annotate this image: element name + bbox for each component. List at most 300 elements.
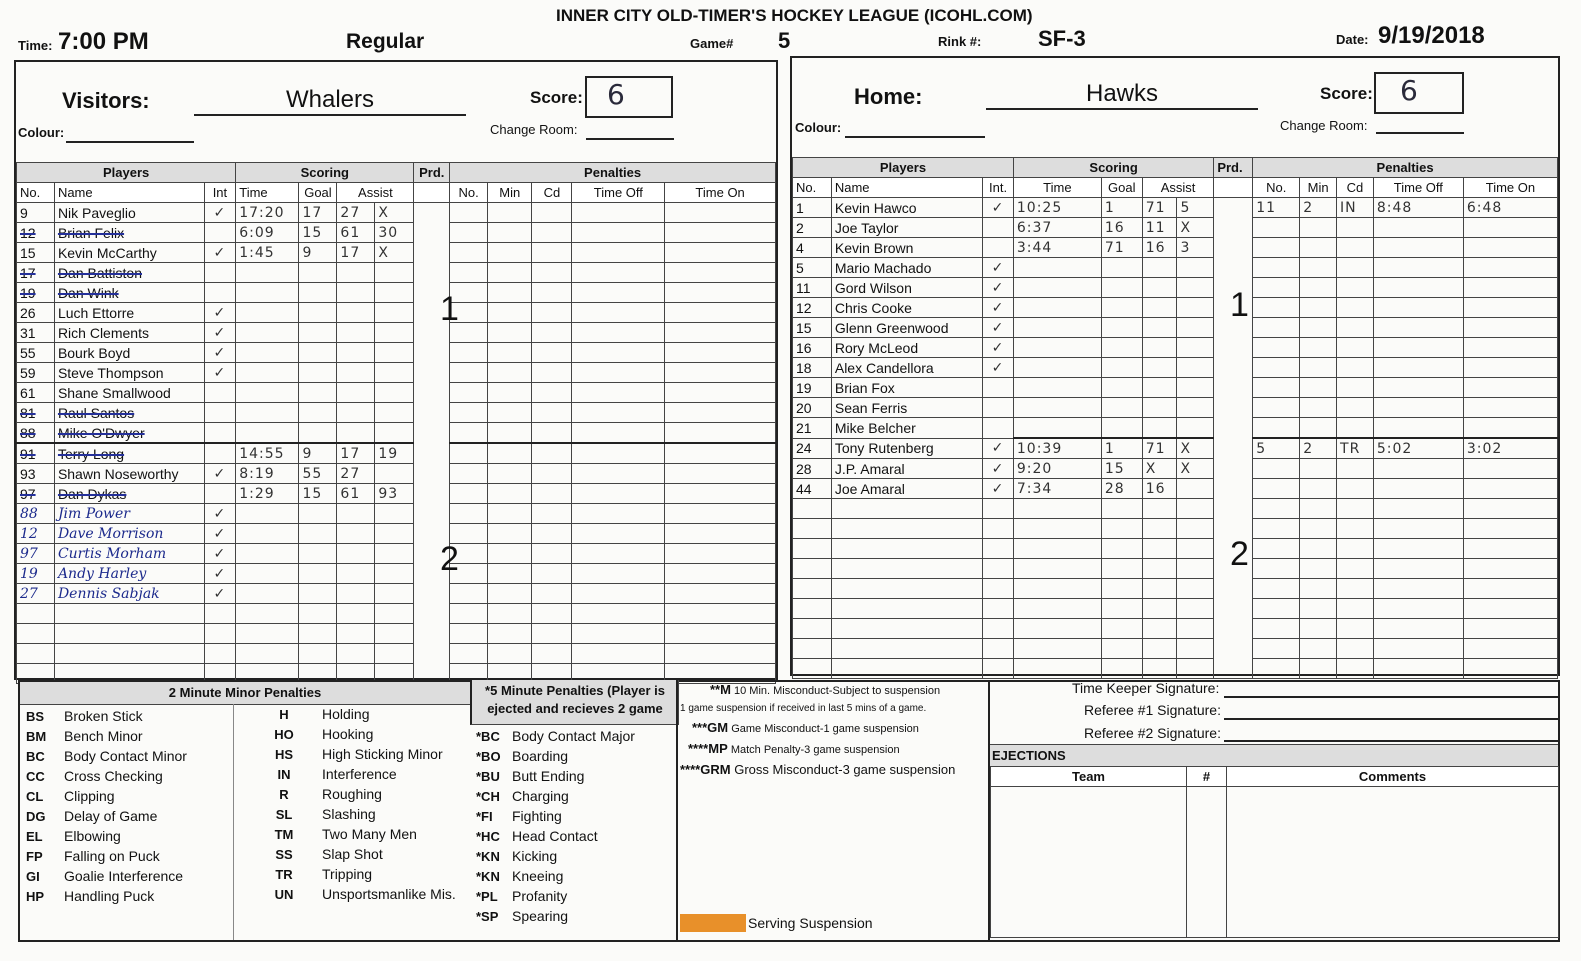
penalty-on[interactable] [1463, 559, 1557, 579]
scoring-a2[interactable] [1177, 519, 1214, 539]
player-number[interactable] [793, 619, 832, 639]
scoring-goal[interactable] [1101, 559, 1142, 579]
scoring-a1[interactable] [337, 644, 375, 664]
player-number[interactable] [793, 579, 832, 599]
ejections-team-cell[interactable] [991, 787, 1187, 938]
scoring-a2[interactable] [375, 544, 414, 564]
int-check[interactable] [204, 263, 236, 283]
scoring-a1[interactable] [1142, 519, 1177, 539]
penalty-min[interactable] [1300, 559, 1337, 579]
int-check[interactable] [204, 383, 236, 403]
scoring-a2[interactable] [1177, 599, 1214, 619]
scoring-time[interactable]: 10:25 [1013, 198, 1101, 218]
penalty-off[interactable] [572, 203, 665, 223]
scoring-goal[interactable] [299, 423, 337, 444]
player-number[interactable]: 91 [17, 443, 55, 464]
penalty-no[interactable] [450, 423, 488, 444]
scoring-a1[interactable] [1142, 338, 1177, 358]
penalty-on[interactable] [665, 423, 776, 444]
penalty-cd[interactable] [1337, 358, 1374, 378]
penalty-min[interactable] [1300, 298, 1337, 318]
scoring-a1[interactable] [337, 403, 375, 423]
penalty-min[interactable] [488, 403, 532, 423]
scoring-a2[interactable] [375, 343, 414, 363]
penalty-cd[interactable] [532, 443, 572, 464]
int-check[interactable] [983, 579, 1014, 599]
int-check[interactable] [204, 604, 236, 624]
player-name[interactable]: Jim Power [54, 504, 204, 524]
scoring-goal[interactable] [299, 564, 337, 584]
penalty-on[interactable] [665, 584, 776, 604]
penalty-on[interactable] [1463, 659, 1557, 679]
scoring-a1[interactable] [1142, 378, 1177, 398]
penalty-cd[interactable] [1337, 559, 1374, 579]
scoring-a1[interactable] [337, 564, 375, 584]
scoring-goal[interactable] [299, 383, 337, 403]
penalty-cd[interactable] [1337, 258, 1374, 278]
penalty-off[interactable] [572, 464, 665, 484]
penalty-no[interactable] [1253, 338, 1300, 358]
player-number[interactable]: 97 [17, 484, 55, 504]
scoring-goal[interactable]: 71 [1101, 238, 1142, 258]
scoring-goal[interactable]: 9 [299, 443, 337, 464]
player-name[interactable]: Joe Amaral [831, 479, 982, 499]
penalty-min[interactable] [488, 343, 532, 363]
scoring-time[interactable]: 1:45 [236, 243, 299, 263]
player-number[interactable]: 21 [793, 418, 832, 439]
player-name[interactable]: Bourk Boyd [54, 343, 204, 363]
scoring-time[interactable]: 10:39 [1013, 438, 1101, 459]
player-number[interactable]: 15 [793, 318, 832, 338]
scoring-time[interactable] [1013, 358, 1101, 378]
player-name[interactable]: Kevin McCarthy [54, 243, 204, 263]
penalty-off[interactable] [1373, 218, 1463, 238]
scoring-a1[interactable]: 16 [1142, 479, 1177, 499]
player-name[interactable]: Dan Dykas [54, 484, 204, 504]
player-number[interactable]: 97 [17, 544, 55, 564]
penalty-no[interactable] [450, 203, 488, 223]
penalty-no[interactable] [1253, 238, 1300, 258]
player-name[interactable] [831, 519, 982, 539]
penalty-min[interactable] [1300, 378, 1337, 398]
penalty-cd[interactable] [1337, 278, 1374, 298]
penalty-min[interactable] [488, 604, 532, 624]
player-number[interactable]: 15 [17, 243, 55, 263]
player-number[interactable]: 12 [17, 223, 55, 243]
penalty-cd[interactable] [532, 644, 572, 664]
player-number[interactable]: 44 [793, 479, 832, 499]
penalty-min[interactable] [488, 524, 532, 544]
int-check[interactable]: ✓ [204, 323, 236, 343]
scoring-goal[interactable] [299, 283, 337, 303]
scoring-time[interactable] [1013, 639, 1101, 659]
scoring-a2[interactable] [1177, 398, 1214, 418]
scoring-a1[interactable] [337, 283, 375, 303]
penalty-no[interactable] [1253, 619, 1300, 639]
penalty-min[interactable] [1300, 278, 1337, 298]
scoring-a1[interactable] [337, 584, 375, 604]
int-check[interactable]: ✓ [983, 278, 1014, 298]
penalty-off[interactable] [1373, 459, 1463, 479]
player-number[interactable]: 11 [793, 278, 832, 298]
penalty-min[interactable] [488, 464, 532, 484]
penalty-no[interactable] [450, 504, 488, 524]
scoring-a2[interactable] [375, 383, 414, 403]
player-number[interactable] [17, 624, 55, 644]
penalty-min[interactable] [488, 263, 532, 283]
scoring-time[interactable] [236, 504, 299, 524]
scoring-a2[interactable] [375, 323, 414, 343]
scoring-a1[interactable] [1142, 659, 1177, 679]
player-name[interactable]: Tony Rutenberg [831, 438, 982, 459]
penalty-on[interactable] [665, 383, 776, 403]
penalty-cd[interactable]: TR [1337, 438, 1374, 459]
player-number[interactable]: 88 [17, 504, 55, 524]
player-number[interactable] [793, 599, 832, 619]
scoring-a1[interactable] [337, 323, 375, 343]
penalty-no[interactable] [1253, 358, 1300, 378]
penalty-on[interactable] [1463, 378, 1557, 398]
penalty-cd[interactable] [532, 604, 572, 624]
scoring-a1[interactable] [337, 423, 375, 444]
int-check[interactable]: ✓ [204, 203, 236, 223]
penalty-min[interactable] [488, 243, 532, 263]
visitors-team-name[interactable]: Whalers [194, 86, 466, 116]
scoring-a2[interactable] [375, 524, 414, 544]
scoring-time[interactable] [236, 363, 299, 383]
player-name[interactable]: Kevin Hawco [831, 198, 982, 218]
penalty-cd[interactable] [1337, 619, 1374, 639]
penalty-on[interactable] [1463, 358, 1557, 378]
penalty-cd[interactable] [532, 243, 572, 263]
player-number[interactable]: 88 [17, 423, 55, 444]
scoring-goal[interactable] [1101, 398, 1142, 418]
scoring-time[interactable] [236, 644, 299, 664]
player-name[interactable]: Dan Wink [54, 283, 204, 303]
penalty-cd[interactable] [532, 524, 572, 544]
player-number[interactable]: 59 [17, 363, 55, 383]
player-number[interactable]: 27 [17, 584, 55, 604]
scoring-a1[interactable] [1142, 599, 1177, 619]
scoring-time[interactable] [236, 624, 299, 644]
scoring-a2[interactable]: 3 [1177, 238, 1214, 258]
penalty-no[interactable] [1253, 318, 1300, 338]
scoring-goal[interactable] [1101, 499, 1142, 519]
penalty-no[interactable] [1253, 258, 1300, 278]
scoring-a2[interactable] [1177, 378, 1214, 398]
player-number[interactable]: 4 [793, 238, 832, 258]
int-check[interactable] [204, 644, 236, 664]
penalty-on[interactable] [1463, 298, 1557, 318]
penalty-cd[interactable] [1337, 378, 1374, 398]
penalty-min[interactable] [488, 223, 532, 243]
scoring-time[interactable] [236, 283, 299, 303]
scoring-a2[interactable] [375, 644, 414, 664]
player-name[interactable]: Mike O'Dwyer [54, 423, 204, 444]
int-check[interactable] [983, 519, 1014, 539]
scoring-a1[interactable]: 16 [1142, 238, 1177, 258]
penalty-cd[interactable] [1337, 398, 1374, 418]
scoring-a2[interactable]: 30 [375, 223, 414, 243]
int-check[interactable] [204, 403, 236, 423]
penalty-off[interactable] [572, 243, 665, 263]
player-number[interactable]: 20 [793, 398, 832, 418]
scoring-a2[interactable] [1177, 659, 1214, 679]
scoring-a2[interactable] [1177, 479, 1214, 499]
penalty-off[interactable] [572, 343, 665, 363]
scoring-time[interactable]: 17:20 [236, 203, 299, 223]
scoring-a2[interactable] [1177, 559, 1214, 579]
penalty-off[interactable] [1373, 619, 1463, 639]
scoring-goal[interactable] [299, 343, 337, 363]
penalty-min[interactable] [1300, 599, 1337, 619]
scoring-time[interactable] [1013, 579, 1101, 599]
scoring-a1[interactable] [1142, 398, 1177, 418]
scoring-time[interactable] [236, 403, 299, 423]
scoring-goal[interactable]: 15 [299, 484, 337, 504]
scoring-goal[interactable] [1101, 378, 1142, 398]
scoring-a1[interactable] [1142, 418, 1177, 439]
penalty-cd[interactable] [532, 484, 572, 504]
penalty-no[interactable] [450, 383, 488, 403]
penalty-no[interactable] [1253, 418, 1300, 439]
player-number[interactable]: 19 [793, 378, 832, 398]
player-number[interactable]: 19 [17, 283, 55, 303]
scoring-a1[interactable] [1142, 559, 1177, 579]
scoring-a1[interactable] [337, 363, 375, 383]
penalty-off[interactable] [1373, 238, 1463, 258]
int-check[interactable] [204, 484, 236, 504]
scoring-time[interactable] [236, 343, 299, 363]
scoring-time[interactable] [1013, 338, 1101, 358]
scoring-goal[interactable] [1101, 418, 1142, 439]
player-name[interactable] [831, 619, 982, 639]
scoring-a2[interactable] [375, 363, 414, 383]
scoring-a1[interactable] [337, 524, 375, 544]
int-check[interactable] [983, 539, 1014, 559]
int-check[interactable]: ✓ [204, 243, 236, 263]
penalty-min[interactable] [1300, 479, 1337, 499]
penalty-cd[interactable] [1337, 519, 1374, 539]
penalty-min[interactable] [1300, 499, 1337, 519]
penalty-off[interactable] [1373, 579, 1463, 599]
penalty-no[interactable] [450, 363, 488, 383]
penalty-off[interactable] [1373, 599, 1463, 619]
scoring-a2[interactable] [1177, 358, 1214, 378]
penalty-cd[interactable]: IN [1337, 198, 1374, 218]
penalty-no[interactable] [450, 644, 488, 664]
int-check[interactable] [204, 283, 236, 303]
scoring-goal[interactable] [299, 504, 337, 524]
scoring-time[interactable]: 6:37 [1013, 218, 1101, 238]
penalty-on[interactable] [665, 544, 776, 564]
penalty-on[interactable] [1463, 398, 1557, 418]
scoring-a2[interactable]: 5 [1177, 198, 1214, 218]
penalty-off[interactable] [572, 484, 665, 504]
penalty-off[interactable] [1373, 519, 1463, 539]
home-change-room-field[interactable] [1376, 132, 1464, 134]
player-name[interactable]: Chris Cooke [831, 298, 982, 318]
player-name[interactable]: Terry Long [54, 443, 204, 464]
player-name[interactable]: Alex Candellora [831, 358, 982, 378]
player-name[interactable] [831, 599, 982, 619]
penalty-on[interactable] [1463, 479, 1557, 499]
penalty-no[interactable] [1253, 378, 1300, 398]
penalty-min[interactable] [1300, 539, 1337, 559]
scoring-time[interactable] [236, 263, 299, 283]
penalty-min[interactable] [1300, 238, 1337, 258]
penalty-off[interactable]: 5:02 [1373, 438, 1463, 459]
penalty-on[interactable] [1463, 238, 1557, 258]
int-check[interactable] [983, 418, 1014, 439]
int-check[interactable] [983, 619, 1014, 639]
penalty-cd[interactable] [532, 423, 572, 444]
int-check[interactable] [983, 559, 1014, 579]
player-number[interactable] [793, 559, 832, 579]
penalty-min[interactable] [488, 383, 532, 403]
penalty-on[interactable] [1463, 278, 1557, 298]
player-name[interactable]: Curtis Morham [54, 544, 204, 564]
penalty-min[interactable]: 2 [1300, 438, 1337, 459]
penalty-on[interactable] [665, 303, 776, 323]
penalty-min[interactable] [1300, 398, 1337, 418]
scoring-goal[interactable] [299, 524, 337, 544]
penalty-off[interactable] [572, 263, 665, 283]
penalty-on[interactable] [665, 504, 776, 524]
scoring-a2[interactable] [1177, 258, 1214, 278]
scoring-time[interactable] [236, 423, 299, 444]
player-number[interactable] [793, 519, 832, 539]
penalty-min[interactable] [1300, 619, 1337, 639]
penalty-min[interactable] [488, 504, 532, 524]
scoring-time[interactable] [236, 323, 299, 343]
penalty-on[interactable] [1463, 318, 1557, 338]
player-name[interactable]: Dan Battiston [54, 263, 204, 283]
penalty-off[interactable] [1373, 258, 1463, 278]
int-check[interactable]: ✓ [983, 258, 1014, 278]
int-check[interactable] [204, 223, 236, 243]
player-number[interactable]: 2 [793, 218, 832, 238]
penalty-min[interactable] [488, 303, 532, 323]
penalty-off[interactable] [572, 283, 665, 303]
penalty-no[interactable] [1253, 218, 1300, 238]
int-check[interactable]: ✓ [204, 564, 236, 584]
scoring-a1[interactable]: 61 [337, 223, 375, 243]
penalty-off[interactable] [1373, 479, 1463, 499]
scoring-time[interactable] [1013, 659, 1101, 679]
player-name[interactable]: Dave Morrison [54, 524, 204, 544]
player-number[interactable]: 5 [793, 258, 832, 278]
scoring-a2[interactable] [375, 403, 414, 423]
scoring-a2[interactable] [375, 464, 414, 484]
scoring-time[interactable] [1013, 559, 1101, 579]
scoring-goal[interactable] [299, 624, 337, 644]
penalty-min[interactable] [488, 624, 532, 644]
visitors-change-room-field[interactable] [586, 138, 674, 140]
scoring-a1[interactable] [1142, 298, 1177, 318]
player-name[interactable] [831, 639, 982, 659]
int-check[interactable] [204, 423, 236, 444]
scoring-a2[interactable] [375, 283, 414, 303]
scoring-time[interactable]: 3:44 [1013, 238, 1101, 258]
scoring-time[interactable] [236, 604, 299, 624]
int-check[interactable] [983, 378, 1014, 398]
scoring-time[interactable] [1013, 258, 1101, 278]
player-number[interactable]: 17 [17, 263, 55, 283]
penalty-no[interactable] [450, 624, 488, 644]
penalty-min[interactable] [488, 484, 532, 504]
penalty-min[interactable] [1300, 418, 1337, 439]
penalty-off[interactable] [1373, 318, 1463, 338]
penalty-no[interactable]: 5 [1253, 438, 1300, 459]
player-name[interactable]: Brian Felix [54, 223, 204, 243]
penalty-cd[interactable] [532, 564, 572, 584]
scoring-a2[interactable] [1177, 298, 1214, 318]
scoring-a1[interactable] [1142, 499, 1177, 519]
home-team-name[interactable]: Hawks [986, 80, 1258, 110]
player-number[interactable] [793, 659, 832, 679]
penalty-no[interactable] [450, 604, 488, 624]
player-number[interactable]: 61 [17, 383, 55, 403]
player-name[interactable]: Mike Belcher [831, 418, 982, 439]
penalty-on[interactable] [665, 443, 776, 464]
player-name[interactable]: Rory McLeod [831, 338, 982, 358]
penalty-cd[interactable] [1337, 238, 1374, 258]
scoring-time[interactable] [236, 524, 299, 544]
player-name[interactable]: J.P. Amaral [831, 459, 982, 479]
penalty-min[interactable] [488, 423, 532, 444]
penalty-cd[interactable] [1337, 298, 1374, 318]
penalty-cd[interactable] [532, 624, 572, 644]
scoring-a1[interactable] [337, 343, 375, 363]
penalty-cd[interactable] [1337, 499, 1374, 519]
timekeeper-signature-field[interactable] [1224, 696, 1558, 698]
scoring-goal[interactable]: 9 [299, 243, 337, 263]
player-name[interactable]: Sean Ferris [831, 398, 982, 418]
scoring-a2[interactable]: X [1177, 218, 1214, 238]
penalty-no[interactable] [450, 584, 488, 604]
player-name[interactable]: Shane Smallwood [54, 383, 204, 403]
scoring-time[interactable] [1013, 398, 1101, 418]
penalty-on[interactable] [665, 203, 776, 223]
penalty-off[interactable] [572, 383, 665, 403]
penalty-on[interactable] [665, 644, 776, 664]
scoring-a1[interactable]: 61 [337, 484, 375, 504]
scoring-time[interactable] [1013, 599, 1101, 619]
penalty-off[interactable] [572, 544, 665, 564]
scoring-a1[interactable] [1142, 579, 1177, 599]
penalty-no[interactable] [450, 243, 488, 263]
player-number[interactable]: 12 [17, 524, 55, 544]
penalty-no[interactable] [1253, 499, 1300, 519]
penalty-off[interactable] [572, 323, 665, 343]
player-number[interactable]: 24 [793, 438, 832, 459]
int-check[interactable]: ✓ [204, 464, 236, 484]
penalty-no[interactable] [1253, 539, 1300, 559]
scoring-goal[interactable] [299, 263, 337, 283]
scoring-a2[interactable] [375, 504, 414, 524]
scoring-goal[interactable] [1101, 298, 1142, 318]
penalty-no[interactable] [450, 263, 488, 283]
player-number[interactable]: 26 [17, 303, 55, 323]
penalty-min[interactable] [1300, 258, 1337, 278]
penalty-no[interactable] [450, 464, 488, 484]
int-check[interactable]: ✓ [983, 479, 1014, 499]
player-name[interactable]: Gord Wilson [831, 278, 982, 298]
int-check[interactable]: ✓ [204, 584, 236, 604]
player-number[interactable]: 93 [17, 464, 55, 484]
scoring-goal[interactable] [1101, 258, 1142, 278]
